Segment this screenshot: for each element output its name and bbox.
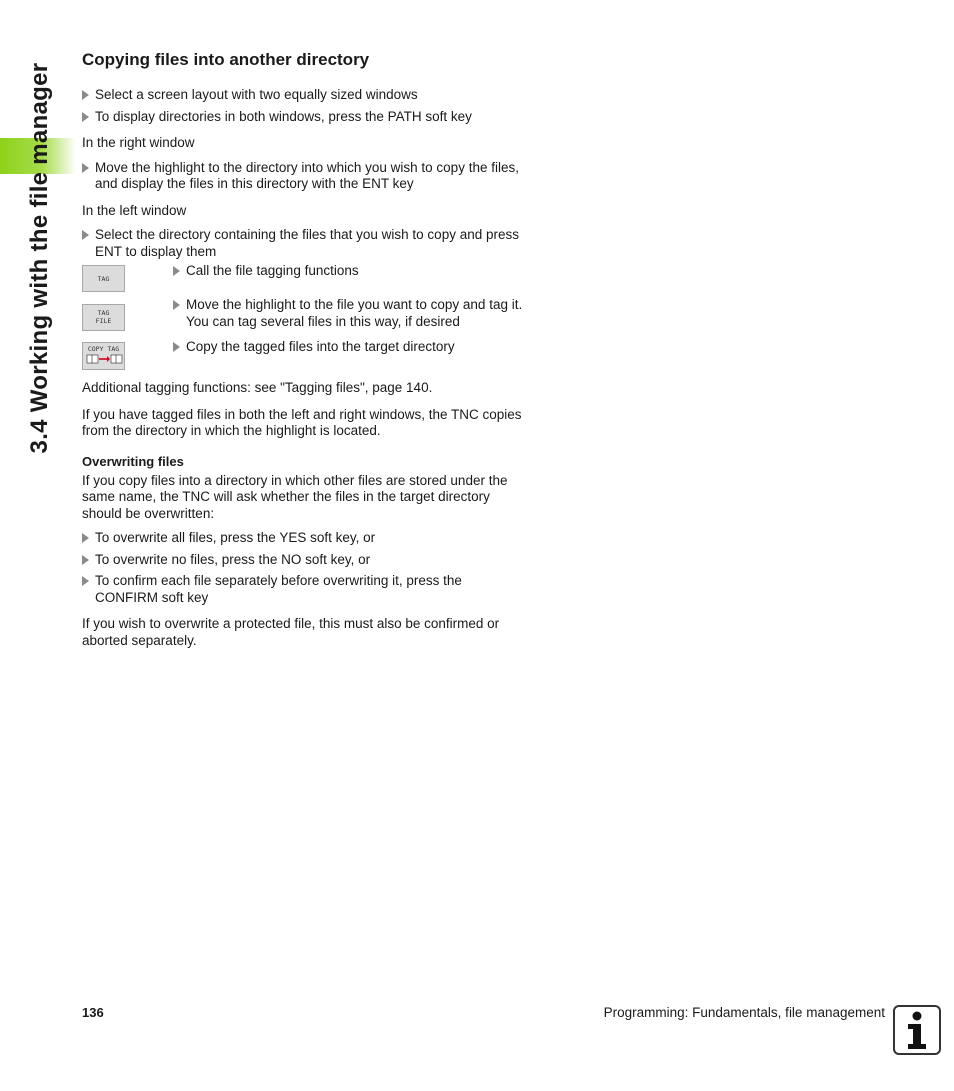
info-icon	[893, 1005, 941, 1055]
sidebar-section-title: 3.4 Working with the file manager	[26, 62, 53, 454]
chapter-footer: Programming: Fundamentals, file management	[603, 1005, 885, 1020]
right-window-label: In the right window	[82, 135, 195, 150]
triangle-bullet-icon	[82, 555, 89, 565]
triangle-bullet-icon	[82, 576, 89, 586]
step-item: Select a screen layout with two equally sized windows	[82, 87, 527, 104]
left-window-label: In the left window	[82, 202, 187, 218]
triangle-bullet-icon	[173, 300, 180, 310]
paragraph: If you wish to overwrite a protected file, this must also be confirmed or aborted separately.	[82, 616, 500, 648]
softkey-description: Move the highlight to the file you want to copy and tag it. You can tag several files in this way, if desired	[173, 297, 540, 330]
tag-file-softkey[interactable]: TAG FILE	[82, 304, 125, 331]
lower-content	[82, 380, 527, 649]
triangle-bullet-icon	[82, 112, 89, 122]
paragraph: If you have tagged files in both the left and right windows, the TNC copies from the directory in which the highlight is located.	[82, 406, 522, 438]
info-glyph	[895, 1007, 939, 1053]
softkey-description: Call the file tagging functions	[173, 263, 540, 280]
subsection-heading: Overwriting files	[82, 453, 184, 469]
tag-softkey[interactable]: TAG	[82, 265, 125, 292]
triangle-bullet-icon	[82, 230, 89, 240]
paragraph: Additional tagging functions: see "Tagging files", page 140.	[82, 380, 433, 395]
step-item: To overwrite no files, press the NO soft key, or	[82, 552, 527, 569]
chapter-sidebar	[0, 0, 76, 1091]
step-item: Move the highlight to the directory into which you wish to copy the files, and display the files in this directory with the ENT key	[82, 160, 527, 193]
triangle-bullet-icon	[82, 533, 89, 543]
copy-files-icon	[84, 353, 124, 365]
step-item: To confirm each file separately before overwriting it, press the CONFIRM soft key	[82, 573, 527, 606]
triangle-bullet-icon	[82, 90, 89, 100]
triangle-bullet-icon	[173, 266, 180, 276]
paragraph: If you copy files into a directory in which other files are stored under the same name, the TNC will ask whether the files in the target directory should be overwritten:	[82, 472, 508, 521]
step-item: To overwrite all files, press the YES soft key, or	[82, 530, 527, 547]
copy-tag-softkey[interactable]: COPY TAG	[82, 342, 125, 370]
triangle-bullet-icon	[82, 163, 89, 173]
step-item: Select the directory containing the files that you wish to copy and press ENT to display them	[82, 227, 527, 260]
softkey-description: Copy the tagged files into the target directory	[173, 339, 540, 356]
triangle-bullet-icon	[173, 342, 180, 352]
main-content	[82, 48, 527, 260]
section-heading: Copying files into another directory	[82, 50, 370, 69]
page-number: 136	[82, 1005, 104, 1020]
step-item: To display directories in both windows, press the PATH soft key	[82, 109, 527, 126]
